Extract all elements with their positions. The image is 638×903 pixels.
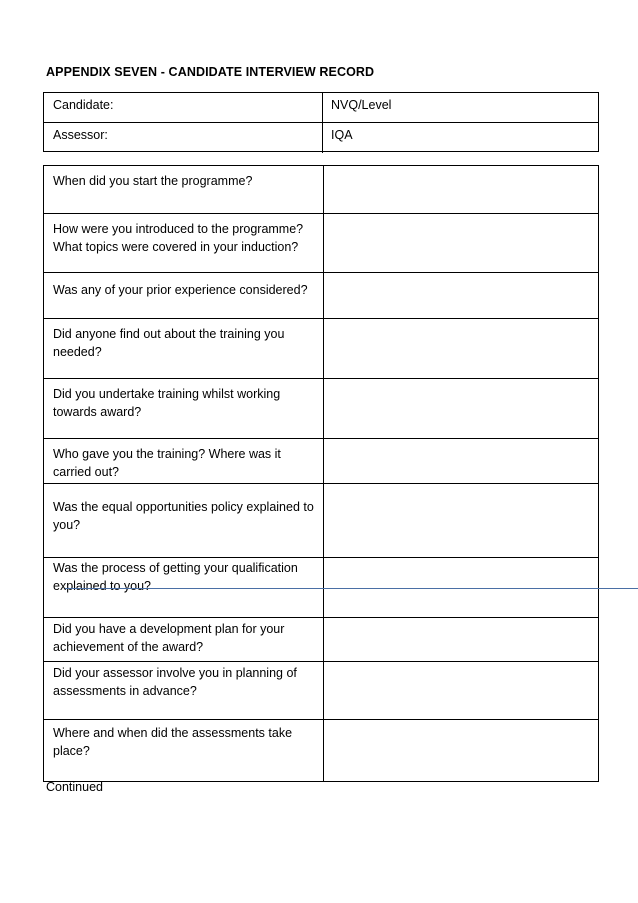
interview-questions-table bbox=[43, 165, 599, 782]
question-cell: Who gave you the training? Where was it carried out? bbox=[44, 439, 324, 483]
table-row bbox=[44, 720, 598, 781]
continued-text: Continued bbox=[46, 780, 103, 794]
table-row bbox=[44, 439, 598, 484]
iqa-label: IQA bbox=[331, 128, 353, 142]
assessor-label: Assessor: bbox=[53, 128, 108, 142]
answer-cell[interactable] bbox=[324, 662, 598, 719]
table-row bbox=[44, 618, 598, 662]
header-row-candidate bbox=[44, 93, 598, 123]
candidate-label: Candidate: bbox=[53, 98, 114, 112]
answer-cell[interactable] bbox=[324, 319, 598, 378]
answer-cell[interactable] bbox=[324, 439, 598, 483]
nvq-level-label: NVQ/Level bbox=[331, 98, 392, 112]
annotation-line bbox=[65, 588, 638, 589]
answer-cell[interactable] bbox=[324, 379, 598, 438]
question-cell: When did you start the programme? bbox=[44, 166, 324, 213]
question-cell: Did you undertake training whilst working towards award? bbox=[44, 379, 324, 438]
answer-cell[interactable] bbox=[324, 214, 598, 272]
table-row bbox=[44, 166, 598, 214]
question-cell: Was the equal opportunities policy explained to you? bbox=[44, 484, 324, 557]
question-cell: Did you have a development plan for your achievement of the award? bbox=[44, 618, 324, 661]
table-row bbox=[44, 319, 598, 379]
table-row bbox=[44, 273, 598, 319]
answer-cell[interactable] bbox=[324, 166, 598, 213]
question-cell: How were you introduced to the programme? What topics were covered in your induction? bbox=[44, 214, 324, 272]
question-cell: Did anyone find out about the training you needed? bbox=[44, 319, 324, 378]
answer-cell[interactable] bbox=[324, 273, 598, 318]
header-row-assessor bbox=[44, 123, 598, 153]
question-cell: Was any of your prior experience considered? bbox=[44, 273, 324, 318]
table-row bbox=[44, 484, 598, 558]
answer-cell[interactable] bbox=[324, 618, 598, 661]
header-divider bbox=[322, 93, 323, 122]
table-row bbox=[44, 662, 598, 720]
answer-cell[interactable] bbox=[324, 720, 598, 781]
table-row bbox=[44, 379, 598, 439]
question-cell: Where and when did the assessments take place? bbox=[44, 720, 324, 781]
page-title: APPENDIX SEVEN - CANDIDATE INTERVIEW RECORD bbox=[46, 65, 375, 79]
header-divider bbox=[322, 123, 323, 153]
question-cell: Did your assessor involve you in planning of assessments in advance? bbox=[44, 662, 324, 719]
candidate-header-table bbox=[43, 92, 599, 152]
question-cell: Was the process of getting your qualification explained to you? bbox=[44, 558, 324, 617]
answer-cell[interactable] bbox=[324, 484, 598, 557]
table-row bbox=[44, 214, 598, 273]
